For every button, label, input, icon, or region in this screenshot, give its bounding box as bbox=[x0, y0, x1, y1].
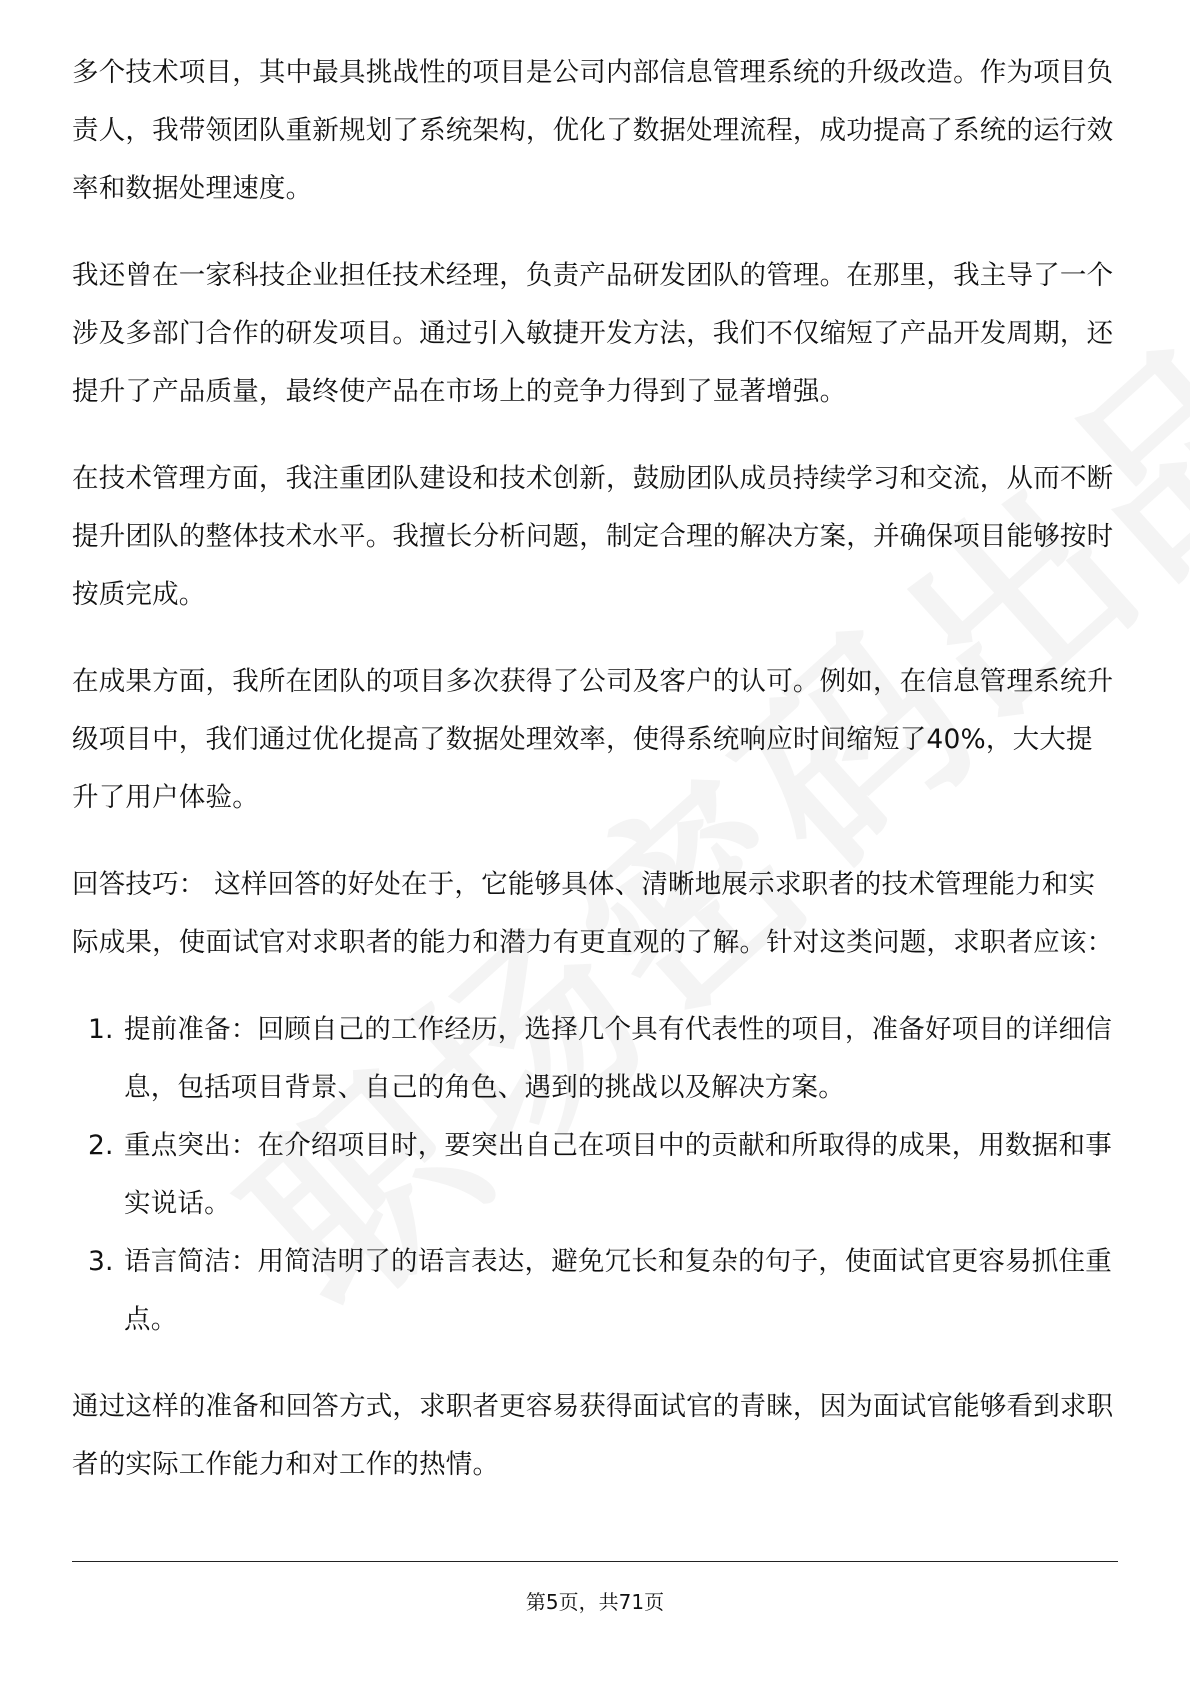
list-item bbox=[72, 1117, 1118, 1233]
list-item-text: 提前准备：回顾自己的工作经历，选择几个具有代表性的项目，准备好项目的详细信息，包括项目背景、自己的角色、遇到的挑战以及解决方案。 bbox=[124, 1014, 1112, 1103]
list-item bbox=[72, 1233, 1118, 1349]
answer-tips-paragraph: 回答技巧： 这样回答的好处在于，它能够具体、清晰地展示求职者的技术管理能力和实际成果，使面试官对求职者的能力和潜力有更直观的了解。针对这类问题，求职者应该： bbox=[72, 869, 1114, 958]
list-item-number: 2. bbox=[88, 1130, 114, 1161]
list-item bbox=[72, 1001, 1118, 1117]
paragraph-4: 在成果方面，我所在团队的项目多次获得了公司及客户的认可。例如，在信息管理系统升级项目中，我们通过优化提高了数据处理效率，使得系统响应时间缩短了40%，大大提升了用户体验。 bbox=[72, 666, 1114, 813]
paragraph-3: 在技术管理方面，我注重团队建设和技术创新，鼓励团队成员持续学习和交流，从而不断提升团队的整体技术水平。我擅长分析问题，制定合理的解决方案，并确保项目能够按时按质完成。 bbox=[72, 463, 1114, 610]
footer-divider bbox=[72, 1561, 1118, 1562]
paragraph-1: 多个技术项目，其中最具挑战性的项目是公司内部信息管理系统的升级改造。作为项目负责人，我带领团队重新规划了系统架构，优化了数据处理流程，成功提高了系统的运行效率和数据处理速度。 bbox=[72, 57, 1114, 204]
page-content bbox=[72, 44, 1118, 1523]
paragraph-2: 我还曾在一家科技企业担任技术经理，负责产品研发团队的管理。在那里，我主导了一个涉及多部门合作的研发项目。通过引入敏捷开发方法，我们不仅缩短了产品开发周期，还提升了产品质量，最终使产品在市场上的竞争力得到了显著增强。 bbox=[72, 260, 1114, 407]
list-item-number: 1. bbox=[88, 1014, 114, 1045]
list-item-number: 3. bbox=[88, 1246, 114, 1277]
list-item-text: 语言简洁：用简洁明了的语言表达，避免冗长和复杂的句子，使面试官更容易抓住重点。 bbox=[124, 1246, 1112, 1335]
tips-list bbox=[72, 1001, 1118, 1349]
page-number: 第5页，共71页 bbox=[525, 1590, 665, 1614]
list-item-text: 重点突出：在介绍项目时，要突出自己在项目中的贡献和所取得的成果，用数据和事实说话。 bbox=[124, 1130, 1112, 1219]
closing-paragraph: 通过这样的准备和回答方式，求职者更容易获得面试官的青睐，因为面试官能够看到求职者的实际工作能力和对工作的热情。 bbox=[72, 1391, 1114, 1480]
